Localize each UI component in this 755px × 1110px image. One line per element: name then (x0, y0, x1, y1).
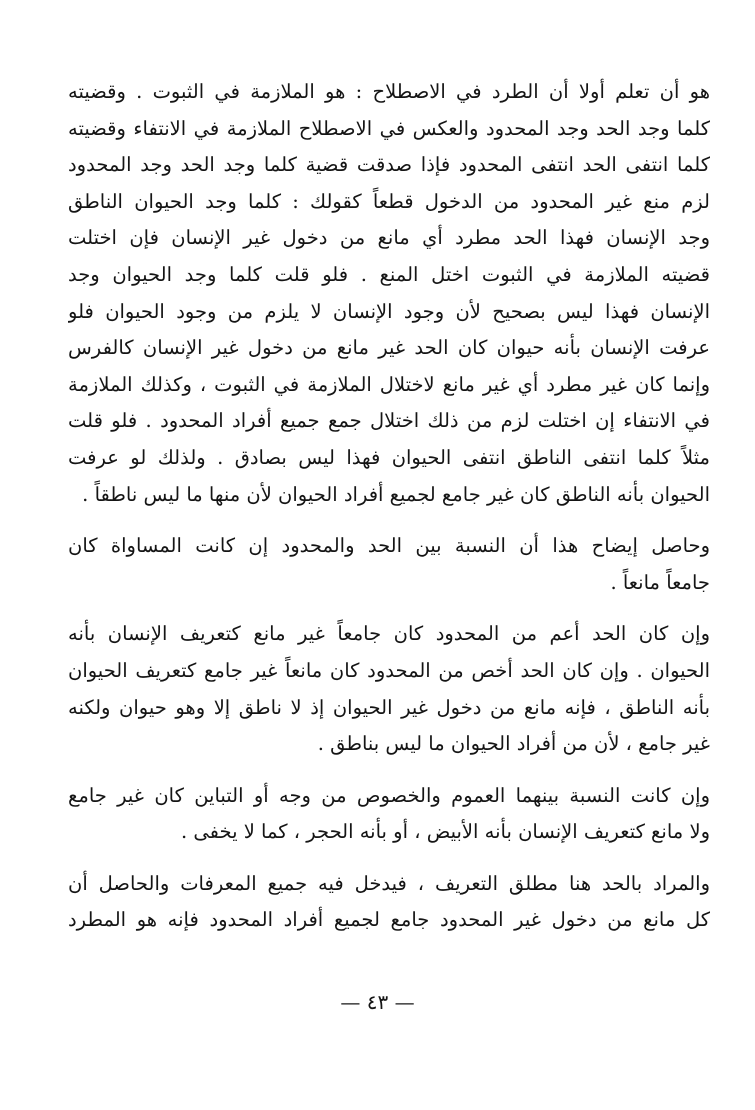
paragraph-2-line-2: جامعاً مانعاً . (610, 570, 710, 594)
paragraph-gap (68, 513, 710, 528)
paragraph-1-line-5: وجد الإنسان فهذا الحد مطرد أي مانع من دخول غير الإنسان فإن اختلت (68, 226, 710, 250)
paragraph-1-line-8: عرفت الإنسان بأنه حيوان كان الحد غير مانع من دخول غير الإنسان كالفرس (68, 336, 710, 360)
page-number: — ٤٣ — (340, 990, 415, 1014)
paragraph-1-line-3: كلما انتفى الحد انتفى المحدود فإذا صدقت قضية كلما وجد الحد وجد المحدود (68, 153, 710, 177)
paragraph-gap (68, 851, 710, 866)
paragraph-3-line-3: بأنه الناطق ، فإنه مانع من دخول غير الحيوان إذ لا ناطق إلا وهو حيوان ولكنه (68, 695, 710, 719)
paragraph-gap (68, 601, 710, 616)
paragraph-1-line-10: في الانتفاء إن اختلت لزم من ذلك اختلال جمع جميع أفراد المحدود . فلو قلت (68, 409, 710, 433)
paragraph-1-line-1: هو أن تعلم أولا أن الطرد في الاصطلاح : هو الملازمة في الثبوت . وقضيته (68, 80, 710, 103)
paragraph-gap (68, 763, 710, 778)
paragraph-3-line-2: الحيوان . وإن كان الحد أخص من المحدود كان مانعاً غير جامع كتعريف الحيوان (68, 658, 710, 682)
paragraph-5-line-2: كل مانع من دخول غير المحدود جامع لجميع أفراد المحدود فإنه هو المطرد (68, 908, 710, 932)
paragraph-4-line-2: ولا مانع كتعريف الإنسان بأنه الأبيض ، أو بأنه الحجر ، كما لا يخفى . (181, 820, 710, 844)
paragraph-1-line-11: مثلاً كلما انتفى الناطق انتفى الحيوان فهذا ليس بصادق . ولذلك لو عرفت (68, 445, 710, 469)
paragraph-1-line-7: الإنسان فهذا ليس بصحيح لأن وجود الإنسان لا يلزم من وجود الحيوان فلو (68, 299, 710, 323)
paragraph-3-line-4: غير جامع ، لأن من أفراد الحيوان ما ليس بناطق . (317, 732, 710, 756)
paragraph-1-line-6: قضيته الملازمة في الثبوت اختل المنع . فلو قلت كلما وجد الحيوان وجد (68, 262, 710, 286)
paragraph-2-line-1: وحاصل إيضاح هذا أن النسبة بين الحد والمحدود إن كانت المساواة كان (68, 534, 710, 558)
paragraph-3-line-1: وإن كان الحد أعم من المحدود كان جامعاً غير مانع كتعريف الإنسان بأنه (68, 622, 710, 646)
paragraph-4-line-1: وإن كانت النسبة بينهما العموم والخصوص من وجه أو التباين كان غير جامع (68, 783, 710, 807)
paragraph-1-line-9: وإنما كان غير مطرد أي غير مانع لاختلال الملازمة في الثبوت ، وكذلك الملازمة (68, 372, 710, 396)
paragraph-1-line-2: كلما وجد الحد وجد المحدود والعكس في الاصطلاح الملازمة في الانتفاء وقضيته (68, 116, 710, 140)
paragraph-5-line-1: والمراد بالحد هنا مطلق التعريف ، فيدخل فيه جميع المعرفات والحاصل أن (68, 871, 710, 895)
body-text (68, 74, 710, 939)
paragraph-1-line-12: الحيوان بأنه الناطق كان غير جامع لجميع أفراد الحيوان لأن منها ما ليس ناطقاً . (82, 482, 710, 506)
paragraph-1-line-4: لزم منع غير المحدود من الدخول قطعاً كقولك : كلما وجد الحيوان الناطق (68, 189, 710, 213)
